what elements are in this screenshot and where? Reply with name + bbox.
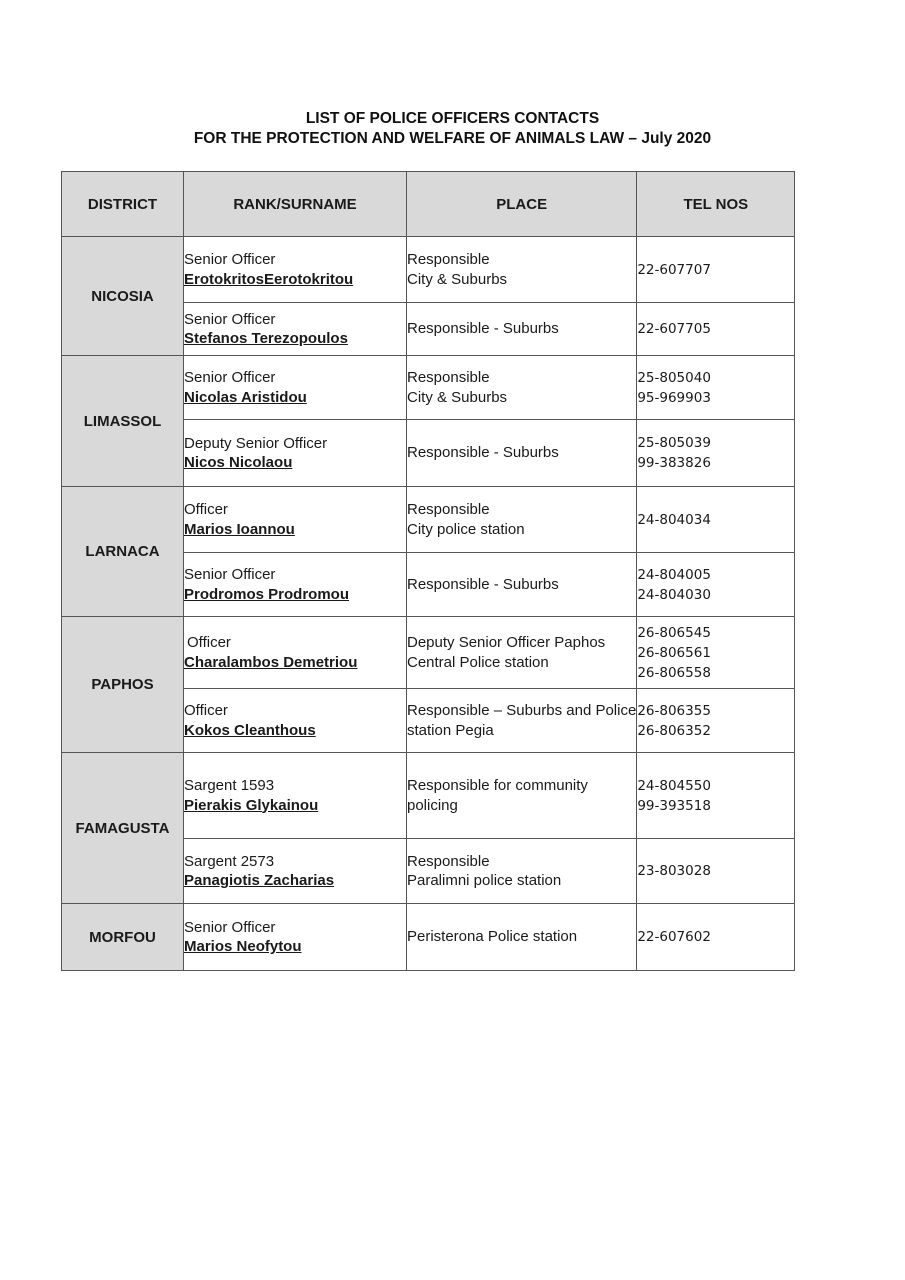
- rank-surname-cell: [184, 839, 407, 904]
- rank-surname-cell: [184, 553, 407, 617]
- place-line: Peristerona Police station: [407, 928, 578, 946]
- tel-cell: [637, 839, 795, 904]
- officer-name: Pierakis Glykainou: [184, 796, 319, 814]
- place-line: Deputy Senior Officer Paphos: [407, 634, 606, 651]
- place-line: Responsible: [407, 369, 490, 386]
- district-cell: LIMASSOL: [62, 356, 184, 487]
- document-title: [0, 109, 905, 149]
- tel-cell: [637, 303, 795, 356]
- header-place: PLACE: [407, 172, 637, 237]
- place-cell: [407, 420, 637, 487]
- place-line: Responsible – Suburbs and Police: [407, 702, 637, 719]
- phone-number: 95-969903: [637, 389, 711, 406]
- officer-rank: Sargent 2573: [184, 852, 275, 870]
- officer-rank: Sargent 1593: [184, 777, 275, 794]
- phone-number: 99-383826: [637, 455, 711, 471]
- officer-rank: Senior Officer: [184, 369, 276, 386]
- tel-cell: [637, 487, 795, 553]
- place-line: City police station: [407, 520, 525, 538]
- rank-surname-cell: [184, 689, 407, 753]
- district-cell: LARNACA: [62, 487, 184, 617]
- table-body: [62, 237, 795, 971]
- contacts-table: [61, 171, 795, 971]
- officer-rank: Senior Officer: [184, 566, 276, 583]
- place-cell: [407, 753, 637, 839]
- table-row: [62, 904, 795, 971]
- place-line: station Pegia: [407, 721, 494, 739]
- place-line: Responsible: [407, 251, 490, 268]
- place-cell: [407, 487, 637, 553]
- tel-cell: [637, 356, 795, 420]
- header-district: DISTRICT: [62, 172, 184, 237]
- officer-rank: Officer: [187, 634, 231, 651]
- officer-rank: Officer: [184, 702, 228, 719]
- place-cell: [407, 839, 637, 904]
- rank-surname-cell: [184, 356, 407, 420]
- officer-name: Nicos Nicolaou: [184, 454, 293, 471]
- tel-cell: [637, 553, 795, 617]
- phone-number: 22-607707: [637, 261, 711, 278]
- district-cell: MORFOU: [62, 904, 184, 971]
- place-line: Responsible - Suburbs: [407, 444, 559, 462]
- phone-number: 24-804005: [637, 566, 711, 583]
- table-row: [62, 487, 795, 553]
- table-row: [62, 356, 795, 420]
- phone-number: 26-806558: [637, 664, 711, 681]
- tel-cell: [637, 420, 795, 487]
- place-line: Central Police station: [407, 653, 549, 671]
- officer-name: Prodromos Prodromou: [184, 585, 350, 603]
- district-cell: PAPHOS: [62, 617, 184, 753]
- place-line: City & Suburbs: [407, 388, 508, 406]
- tel-cell: [637, 753, 795, 839]
- place-line: Responsible - Suburbs: [407, 320, 559, 338]
- phone-number: 24-804034: [637, 511, 711, 528]
- title-line-1: LIST OF POLICE OFFICERS CONTACTS: [305, 110, 600, 127]
- place-line: Responsible - Suburbs: [407, 575, 559, 593]
- rank-surname-cell: [184, 617, 407, 689]
- place-cell: [407, 617, 637, 689]
- table-row: [62, 753, 795, 839]
- officer-name: Kokos Cleanthous: [184, 721, 316, 739]
- phone-number: 26-806561: [637, 644, 711, 661]
- phone-number: 24-804550: [637, 777, 711, 794]
- phone-number: 22-607705: [637, 321, 711, 337]
- phone-number: 26-806352: [637, 722, 711, 739]
- officer-name: Charalambos Demetriou: [184, 653, 358, 671]
- phone-number: 99-393518: [637, 797, 711, 814]
- place-cell: [407, 553, 637, 617]
- district-cell: NICOSIA: [62, 237, 184, 356]
- rank-surname-cell: [184, 420, 407, 487]
- rank-surname-cell: [184, 904, 407, 971]
- rank-surname-cell: [184, 487, 407, 553]
- phone-number: 26-806355: [637, 702, 711, 719]
- place-line: Responsible for community: [407, 777, 588, 794]
- phone-number: 25-805040: [637, 369, 711, 386]
- title-line-2: FOR THE PROTECTION AND WELFARE OF ANIMALS LAW – July 2020: [193, 130, 712, 147]
- place-cell: [407, 689, 637, 753]
- tel-cell: [637, 689, 795, 753]
- officer-rank: Officer: [184, 501, 228, 518]
- phone-number: 22-607602: [637, 929, 711, 945]
- officer-rank: Senior Officer: [184, 918, 276, 936]
- header-tel-nos: TEL NOS: [637, 172, 795, 237]
- officer-name: Stefanos Terezopoulos: [184, 330, 348, 347]
- place-cell: [407, 904, 637, 971]
- phone-number: 25-805039: [637, 435, 711, 451]
- tel-cell: [637, 237, 795, 303]
- place-line: Responsible: [407, 501, 490, 518]
- officer-rank: Senior Officer: [184, 310, 276, 328]
- rank-surname-cell: [184, 303, 407, 356]
- rank-surname-cell: [184, 237, 407, 303]
- place-line: Responsible: [407, 852, 490, 870]
- phone-number: 24-804030: [637, 586, 711, 603]
- table-row: [62, 237, 795, 303]
- place-line: Paralimni police station: [407, 872, 562, 889]
- place-cell: [407, 356, 637, 420]
- phone-number: 26-806545: [637, 624, 711, 641]
- officer-name: Panagiotis Zacharias: [184, 872, 335, 889]
- officer-rank: Senior Officer: [184, 251, 276, 268]
- place-cell: [407, 303, 637, 356]
- place-cell: [407, 237, 637, 303]
- place-line: policing: [407, 796, 458, 814]
- officer-name: Marios Ioannou: [184, 520, 295, 538]
- header-rank-surname: RANK/SURNAME: [184, 172, 407, 237]
- rank-surname-cell: [184, 753, 407, 839]
- officer-name: Marios Neofytou: [184, 938, 302, 955]
- officer-name: ErotokritosEerotokritou: [184, 270, 354, 288]
- district-cell: FAMAGUSTA: [62, 753, 184, 904]
- phone-number: 23-803028: [637, 863, 711, 879]
- place-line: City & Suburbs: [407, 270, 508, 288]
- table-row: [62, 617, 795, 689]
- tel-cell: [637, 617, 795, 689]
- tel-cell: [637, 904, 795, 971]
- officer-name: Nicolas Aristidou: [184, 388, 307, 406]
- officer-rank: Deputy Senior Officer: [184, 434, 328, 452]
- table-header-row: [62, 172, 795, 237]
